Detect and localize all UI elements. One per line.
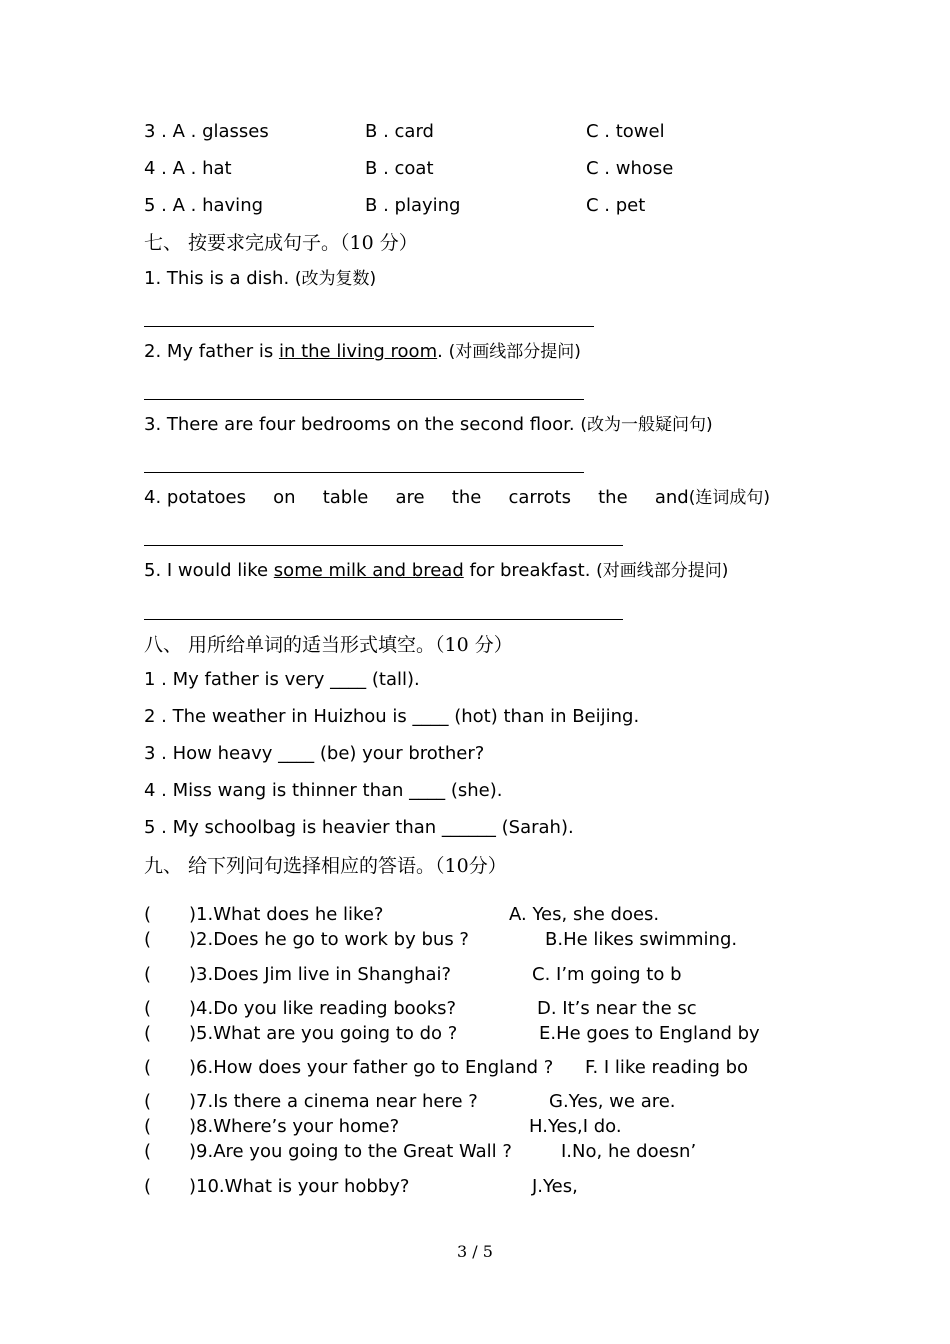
fill-blank-item: 3 . How heavy ____ (be) your brother? [144, 743, 485, 764]
match-question: )6.How does your father go to England ? [189, 1057, 554, 1078]
answer-bracket: ( [144, 964, 152, 985]
question-7-2 [144, 340, 581, 364]
option-row-3-c: C . towel [586, 121, 665, 142]
answer-bracket: ( [144, 1023, 152, 1044]
fill-blank-item: 1 . My father is very ____ (tall). [144, 669, 420, 690]
option-row-5-a: 5 . A . having [144, 195, 264, 216]
match-answer: J.Yes, [532, 1176, 578, 1197]
match-question: )3.Does Jim live in Shanghai? [189, 964, 452, 985]
section-8-heading: 八、 用所给单词的适当形式填空。（10 分） [144, 634, 513, 656]
match-answer: C. I’m going to b [532, 964, 682, 985]
instruction-note: (对画线部分提问) [596, 561, 729, 581]
question-text: . [437, 341, 449, 362]
answer-line [144, 399, 584, 400]
match-answer: F. I like reading bo [585, 1057, 749, 1078]
answer-bracket: ( [144, 1057, 152, 1078]
fill-blank-item: 4 . Miss wang is thinner than ____ (she). [144, 780, 503, 801]
match-answer: A. Yes, she does. [509, 904, 660, 925]
match-answer: B.He likes swimming. [545, 929, 738, 950]
fill-blank-item: 2 . The weather in Huizhou is ____ (hot) than in Beijing. [144, 706, 640, 727]
answer-line [144, 619, 623, 620]
match-answer: I.No, he doesn’ [561, 1141, 697, 1162]
match-question: )1.What does he like? [189, 904, 384, 925]
match-question: )5.What are you going to do ? [189, 1023, 458, 1044]
question-text: 3. There are four bedrooms on the second floor. [144, 414, 581, 435]
fill-blank-item: 5 . My schoolbag is heavier than ______ (Sarah). [144, 817, 574, 838]
answer-line [144, 545, 623, 546]
question-7-3 [144, 413, 713, 437]
scrambled-word: on [273, 487, 296, 508]
answer-bracket: ( [144, 1116, 152, 1137]
instruction-note: (改为一般疑问句) [580, 415, 713, 435]
section-9-heading: 九、 给下列问句选择相应的答语。（10分） [144, 855, 507, 877]
instruction-note: (改为复数) [294, 269, 377, 289]
option-row-3-b: B . card [365, 121, 434, 142]
underlined-phrase: some milk and bread [273, 560, 464, 581]
match-answer: G.Yes, we are. [549, 1091, 676, 1112]
answer-bracket: ( [144, 1176, 152, 1197]
scrambled-word: the [451, 487, 482, 508]
match-question: )10.What is your hobby? [189, 1176, 410, 1197]
option-row-5-b: B . playing [365, 195, 461, 216]
match-answer: E.He goes to England by [539, 1023, 760, 1044]
answer-bracket: ( [144, 929, 152, 950]
question-text: for breakfast. [463, 560, 597, 581]
question-7-5 [144, 559, 728, 583]
answer-line [144, 472, 584, 473]
question-text: 2. My father is [144, 341, 279, 362]
match-question: )4.Do you like reading books? [189, 998, 457, 1019]
option-row-4-c: C . whose [586, 158, 674, 179]
section-7-heading: 七、 按要求完成句子。（10 分） [144, 232, 418, 254]
match-question: )2.Does he go to work by bus ? [189, 929, 469, 950]
match-question: )7.Is there a cinema near here ? [189, 1091, 478, 1112]
scrambled-word: the [598, 487, 628, 508]
answer-bracket: ( [144, 904, 152, 925]
option-row-3-a: 3 . A . glasses [144, 121, 269, 142]
question-text: 5. I would like [144, 560, 274, 581]
match-question: )8.Where’s your home? [189, 1116, 400, 1137]
scrambled-word: table [322, 487, 369, 508]
question-7-4 [144, 486, 770, 510]
answer-bracket: ( [144, 1091, 152, 1112]
match-answer: D. It’s near the sc [537, 998, 697, 1019]
scrambled-word: and [654, 487, 689, 508]
answer-bracket: ( [144, 1141, 152, 1162]
page-number: 3 / 5 [457, 1242, 493, 1261]
scrambled-word: are [395, 487, 425, 508]
instruction-note: (连词成句) [688, 488, 770, 508]
scrambled-word: carrots [508, 487, 571, 508]
answer-line [144, 326, 594, 327]
option-row-4-b: B . coat [365, 158, 434, 179]
question-7-1 [144, 267, 376, 291]
option-row-5-c: C . pet [586, 195, 646, 216]
question-text: 1. This is a dish. [144, 268, 295, 289]
match-answer: H.Yes,I do. [529, 1116, 622, 1137]
option-row-4-a: 4 . A . hat [144, 158, 232, 179]
instruction-note: (对画线部分提问) [448, 342, 581, 362]
scrambled-word: 4. potatoes [144, 487, 246, 508]
underlined-phrase: in the living room [278, 341, 438, 362]
answer-bracket: ( [144, 998, 152, 1019]
match-question: )9.Are you going to the Great Wall ? [189, 1141, 512, 1162]
